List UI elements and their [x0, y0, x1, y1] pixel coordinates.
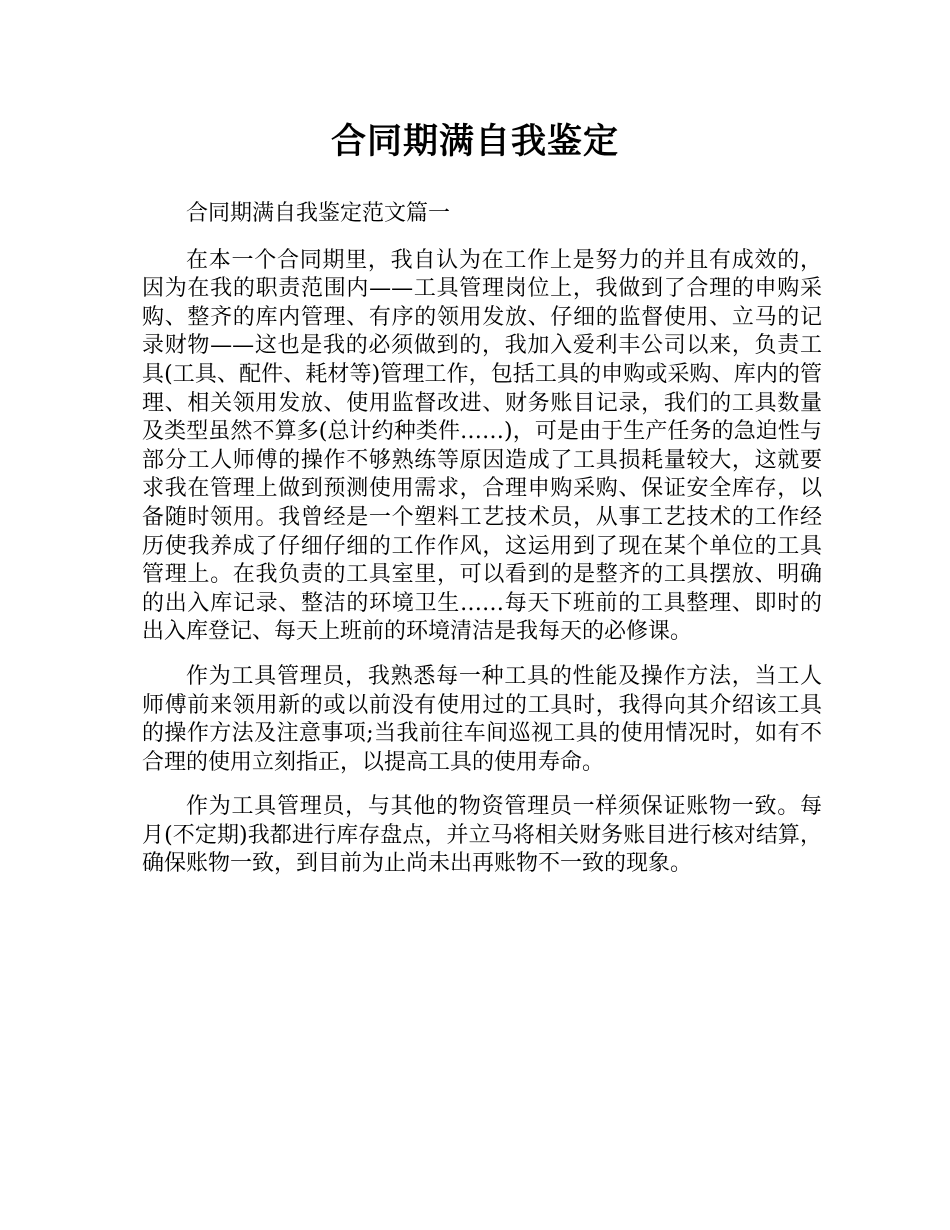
section-heading: 合同期满自我鉴定范文篇一	[186, 201, 451, 226]
paragraph-3: 作为工具管理员，与其他的物资管理员一样须保证账物一致。每月(不定期)我都进行库存盘点，并立马将相关财务账目进行核对结算，确保账物一致，到目前为止尚未出再账物不一致的现象。	[142, 794, 822, 877]
paragraph-2: 作为工具管理员，我熟悉每一种工具的性能及操作方法，当工人师傅前来领用新的或以前没有使用过的工具时，我得向其介绍该工具的操作方法及注意事项;当我前往车间巡视工具的使用情况时，如有不合理的使用立刻指正，以提高工具的使用寿命。	[142, 663, 822, 775]
paragraph-1: 在本一个合同期里，我自认为在工作上是努力的并且有成效的，因为在我的职责范围内——工具管理岗位上，我做到了合理的申购采购、整齐的库内管理、有序的领用发放、仔细的监督使用、立马的记录财物——这也是我的必须做到的，我加入爱利丰公司以来，负责工具(工具、配件、耗材等)管理工作，包括工具的申购或采购、库内的管理、相关领用发放、使用监督改进、财务账目记录，我们的工具数量及类型虽然不算多(总计约种类件……)，可是由于生产任务的急迫性与部分工人师傅的操作不够熟练等原因造成了工具损耗量较大，这就要求我在管理上做到预测使用需求，合理申购采购、保证安全库存，以备随时领用。我曾经是一个塑料工艺技术员，从事工艺技术的工作经历使我养成了仔细仔细的工作作风，这运用到了现在某个单位的工具管理上。在我负责的工具室里，可以看到的是整齐的工具摆放、明确的出入库记录、整洁的环境卫生……每天下班前的工具整理、即时的出入库登记、每天上班前的环境清洁是我每天的必修课。	[142, 247, 822, 645]
document-body	[142, 200, 822, 895]
document-title: 合同期满自我鉴定	[330, 122, 619, 162]
